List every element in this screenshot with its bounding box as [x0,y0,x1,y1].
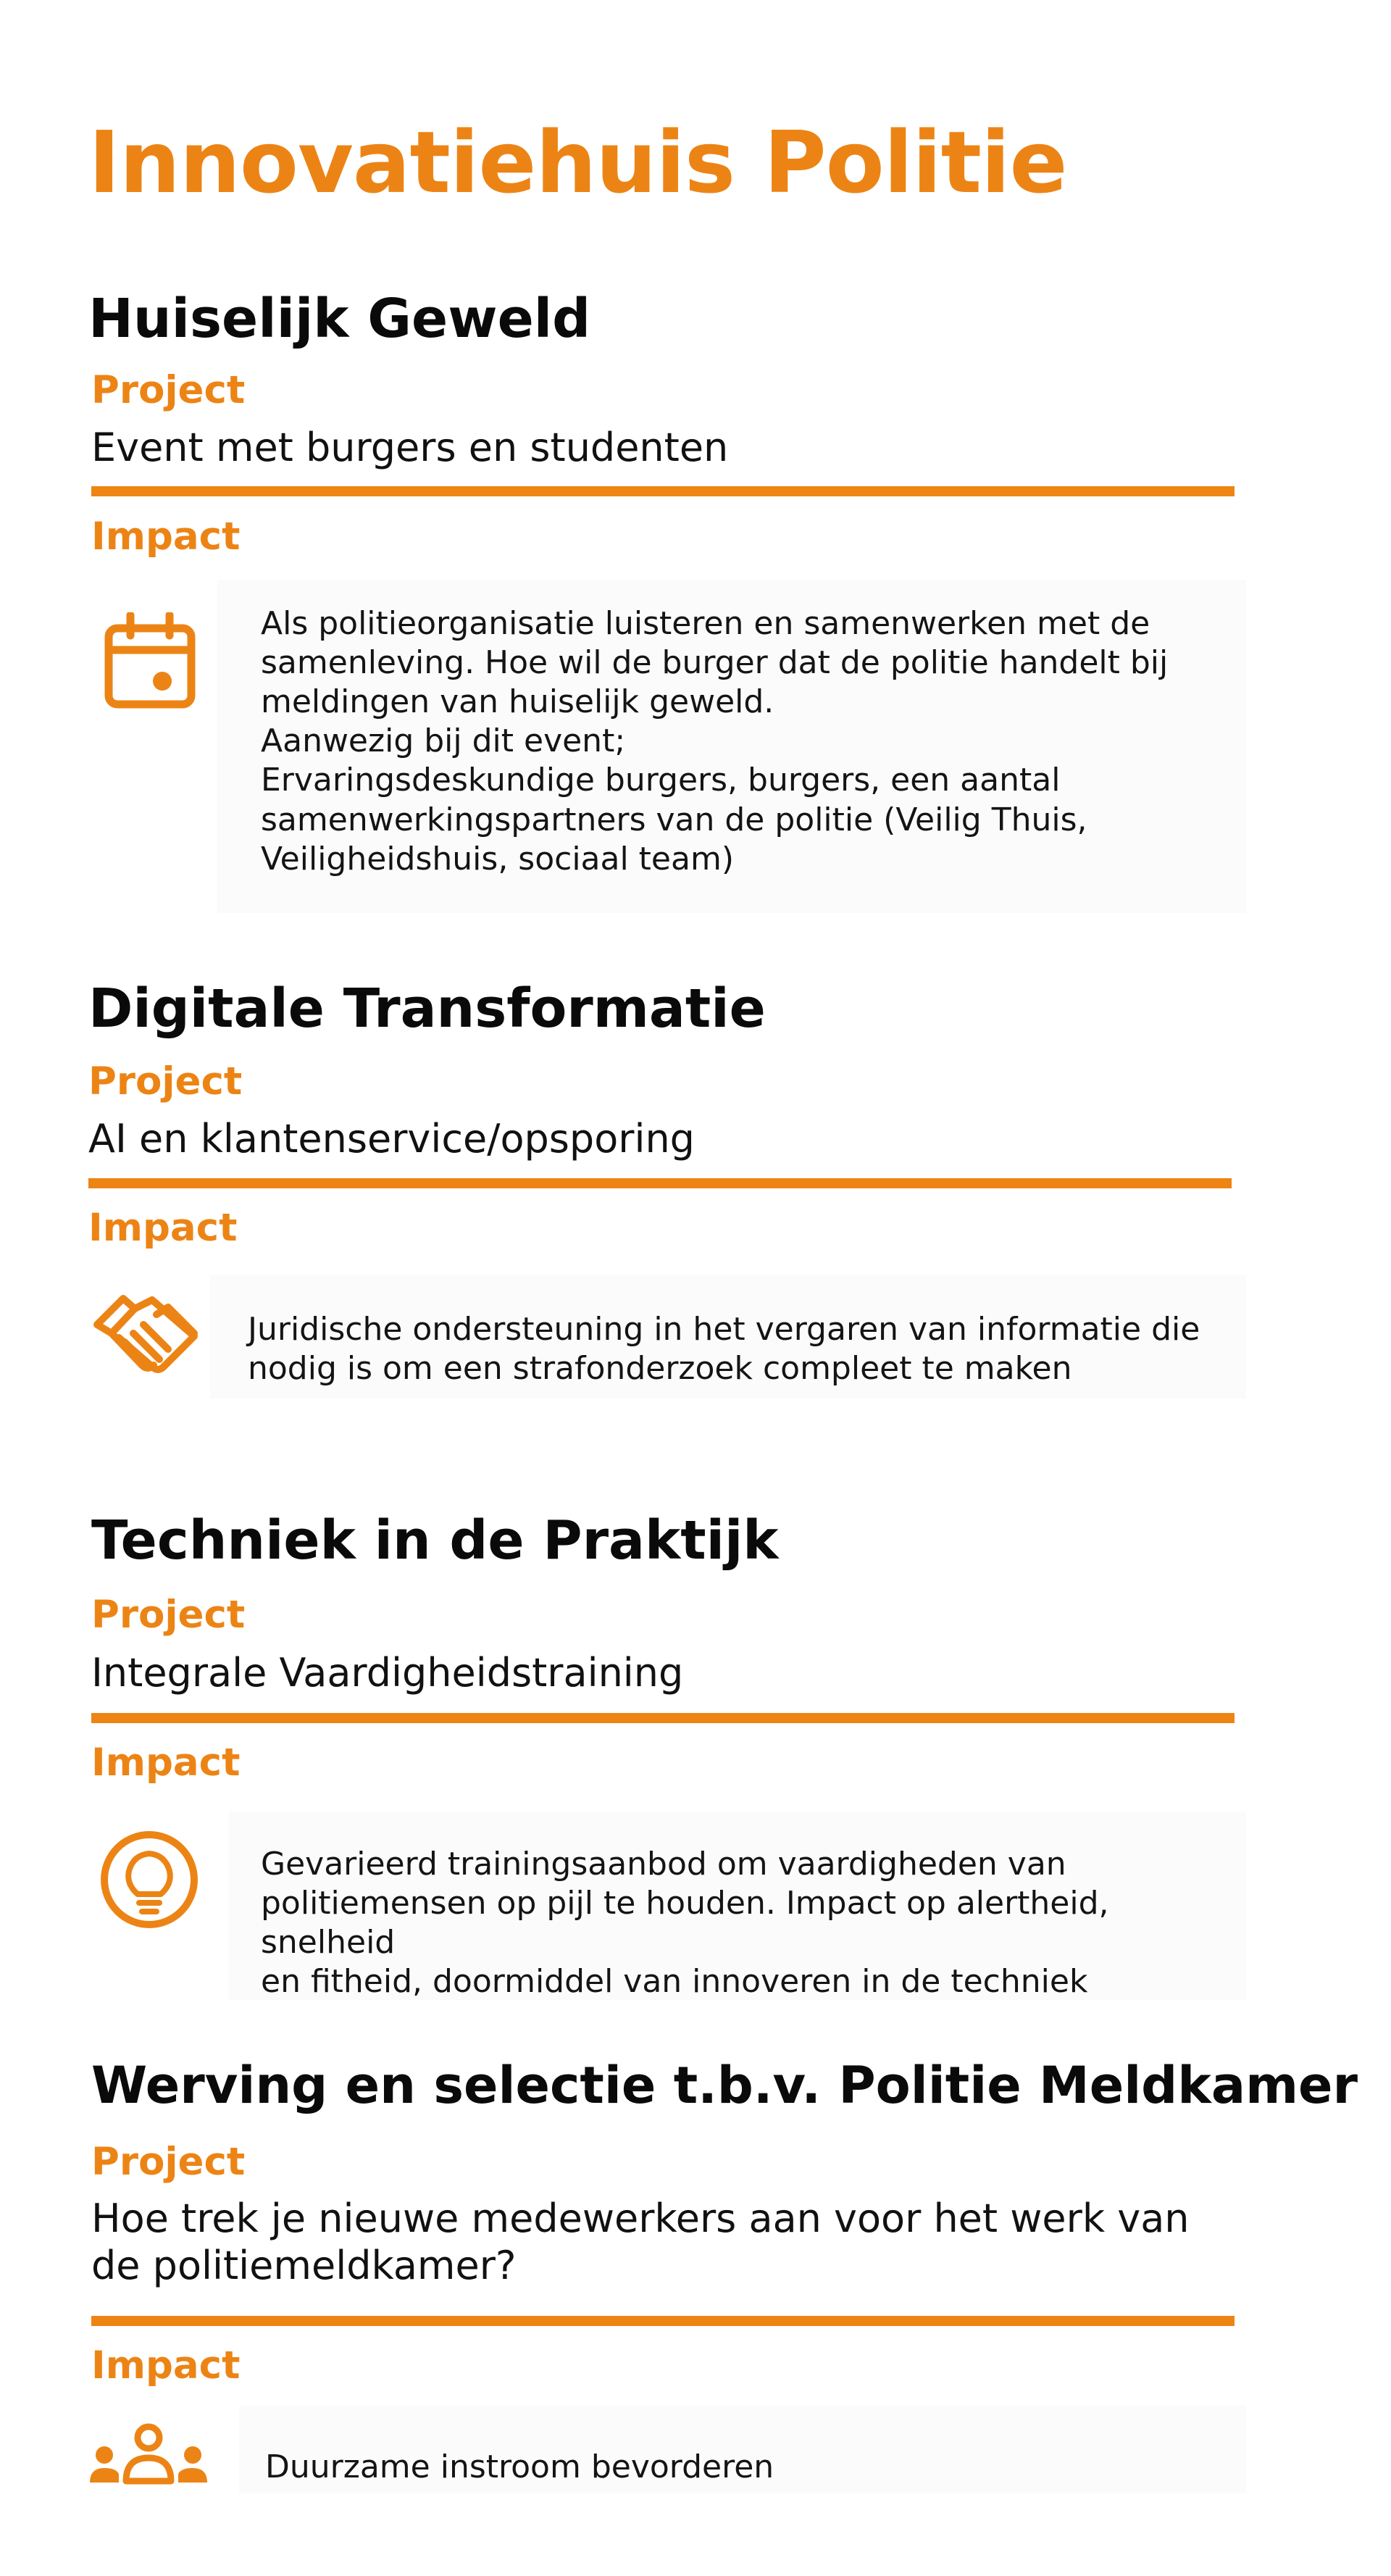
handshake-icon [91,1290,200,1394]
project-name: Event met burgers en studenten [91,425,729,470]
project-name: Integrale Vaardigheidstraining [91,1650,684,1696]
project-label: Project [88,1059,243,1104]
impact-description: Gevarieerd trainingsaanbod om vaardigheden van politiemensen op pijl te houden. Impact op alertheid, snelheid en fitheid, doormiddel van innoveren in de techniek [261,1846,1109,2001]
calendar-icon [103,612,197,713]
project-name: AI en klantenservice/opsporing [88,1116,695,1162]
section-title: Werving en selectie t.b.v. Politie Meldkamer [91,2056,1358,2115]
project-label: Project [91,2140,246,2184]
project-label: Project [91,368,246,412]
section-title: Huiselijk Geweld [88,288,591,350]
impact-description: Als politieorganisatie luisteren en samenwerken met de samenleving. Hoe wil de burger dat de politie handelt bij meldingen van huiselijk geweld. Aanwezig bij dit event; Ervaringsdeskundige burgers, burgers, een aantal samenwerkingspartners van de politie (Veilig Thuis, Veiligheidshuis, sociaal team) [261,605,1169,878]
impact-label: Impact [88,1206,238,1250]
page-title: Innovatiehuis Politie [88,112,1067,212]
section-title: Techniek in de Praktijk [91,1509,779,1572]
impact-description: Duurzame instroom bevorderen [265,2448,774,2485]
project-name: Hoe trek je nieuwe medewerkers aan voor het werk van de politiemeldkamer? [91,2196,1190,2288]
lightbulb-icon [97,1827,201,1935]
project-label: Project [91,1593,246,1637]
section-title: Digitale Transformatie [88,978,766,1040]
impact-label: Impact [91,514,241,559]
impact-description: Juridische ondersteuning in het vergaren van informatie die nodig is om een strafonderzoek compleet te maken [248,1311,1200,1388]
impact-label: Impact [91,1741,241,1785]
people-group-icon [90,2423,207,2493]
section-divider [88,1178,1232,1188]
section-divider [91,2316,1235,2326]
section-divider [91,1713,1235,1723]
impact-label: Impact [91,2343,241,2388]
section-divider [91,486,1235,496]
